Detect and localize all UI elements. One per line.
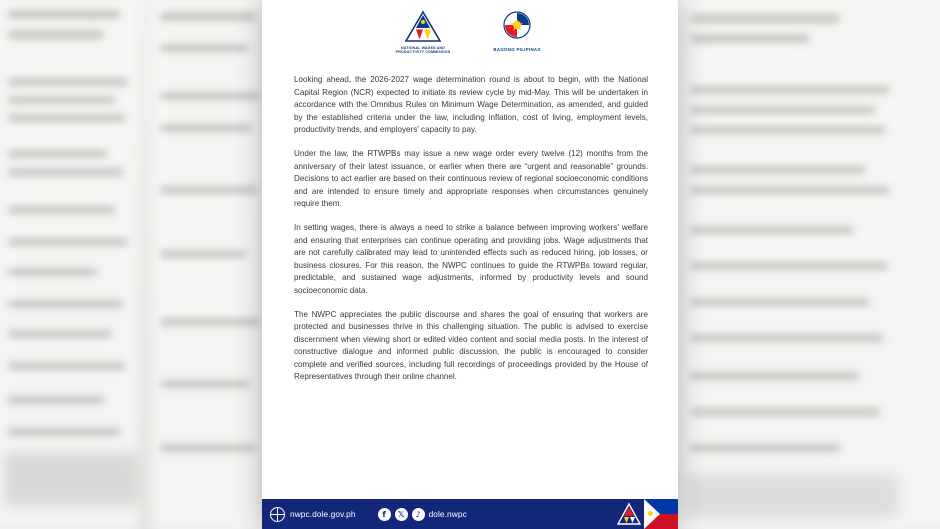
nwpc-logo-caption-line2: PRODUCTIVITY COMMISSION [395, 50, 451, 55]
document-footer [262, 499, 678, 529]
bagong-pilipinas-logo [488, 10, 546, 53]
nwpc-triangle-icon [403, 10, 443, 44]
paragraph-4: The NWPC appreciates the public discourse and shares the goal of ensuring that workers are protected and businesses thrive in this challenging situation. The public is advised to exercise discernment when viewing short or edited video content and social media posts. In the interest of constructive dialogue and informed public discussion, the public is encouraged to consider complete and verified sources, including full recordings of proceedings provided by the House of Representatives through their online channel. [294, 309, 648, 382]
bagong-pilipinas-icon [488, 10, 546, 45]
bagong-pilipinas-caption: BAGONG PILIPINAS [493, 47, 541, 53]
document-body [294, 74, 648, 384]
facebook-icon: f [378, 508, 391, 521]
x-twitter-icon: 𝕏 [395, 508, 408, 521]
nwpc-logo-caption-line1: NATIONAL WAGES AND [401, 46, 445, 50]
footer-social-group [378, 508, 467, 521]
footer-website: nwpc.dole.gov.ph [290, 509, 356, 519]
press-release-document [262, 0, 678, 529]
nwpc-footer-mark-icon [614, 499, 644, 529]
globe-icon [270, 507, 285, 522]
philippine-flag-icon [644, 499, 678, 529]
paragraph-2: Under the law, the RTWPBs may issue a new wage order every twelve (12) months from the anniversary of their latest issuance, or earlier when there are “urgent and reasonable” grounds. Decisions to act earlier are based on their continuous review of regional socioeconomic conditions and are intended to ensure timely and appropriate responses when circumstances genuinely require them. [294, 148, 648, 209]
paragraph-1: Looking ahead, the 2026-2027 wage determination round is about to begin, with the National Capital Region (NCR) expected to initiate its review cycle by mid-May. This will be undertaken in accordance with the Omnibus Rules on Minimum Wage Determination, as amended, and guided by the established criteria under the law, including inflation, cost of living, employment levels, productivity trends, and employers' capacity to pay. [294, 75, 648, 135]
paragraph-3: In setting wages, there is always a need to strike a balance between improving workers' welfare and ensuring that enterprises can continue operating and providing jobs. Wage adjustments that are not carefully calibrated may lead to unintended effects such as reduced hiring, job losses, or business closures. For this reason, the NWPC continues to guide the RTWPBs toward regular, predictable, and sustained wage adjustments, informed by productivity levels and sound socioeconomic data. [294, 222, 648, 295]
document-logos [262, 10, 678, 70]
footer-badges [614, 499, 678, 529]
nwpc-seal-logo [394, 10, 452, 55]
footer-social-handle: dole.nwpc [428, 509, 467, 519]
footer-website-group [262, 507, 356, 522]
tiktok-icon: ♪ [412, 508, 425, 521]
